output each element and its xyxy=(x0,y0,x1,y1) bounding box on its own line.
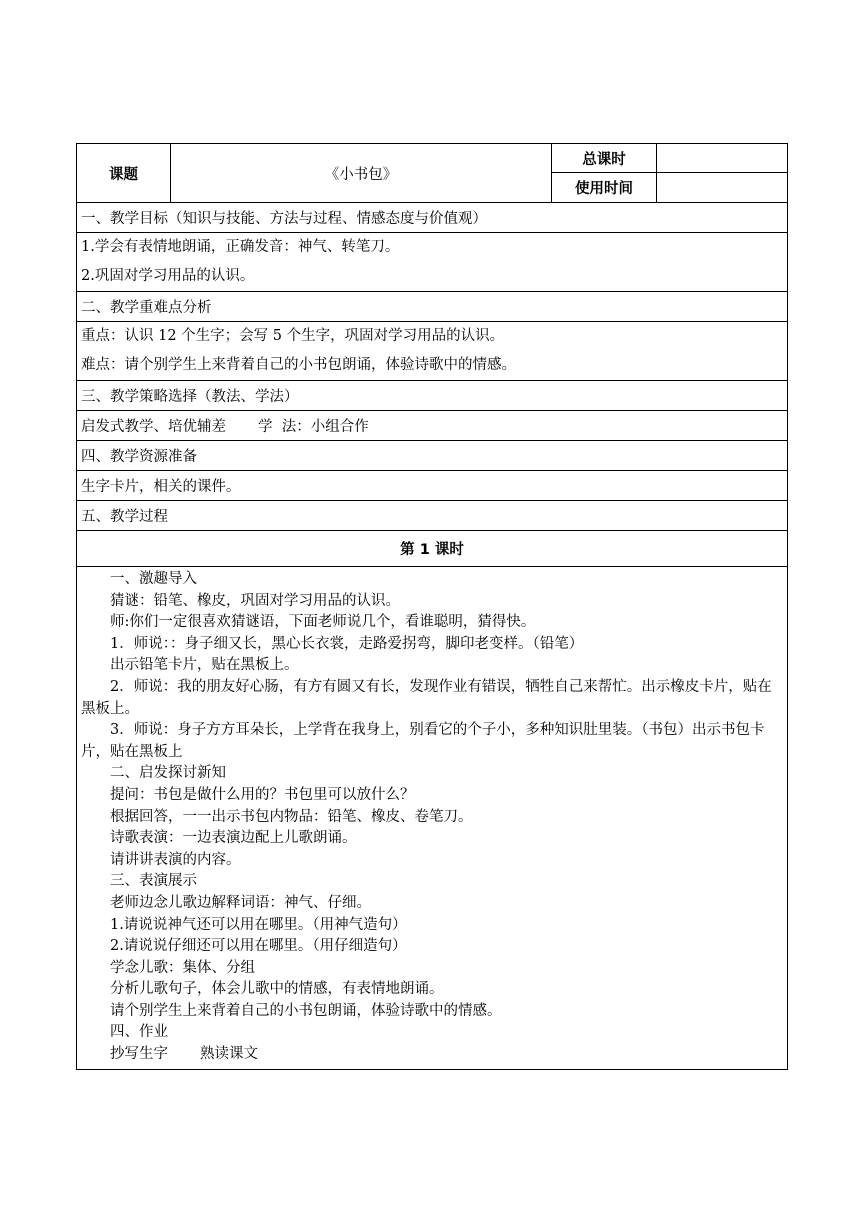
objective-line-2: 2.巩固对学习用品的认识。 xyxy=(81,268,255,284)
section-resources-title: 四、教学资源准备 xyxy=(77,441,788,471)
section-objectives-title: 一、教学目标（知识与技能、方法与过程、情感态度与价值观） xyxy=(77,203,788,233)
process-paragraph: 3．师说：身子方方耳朵长，上学背在我身上，别看它的个子小，多种知识肚里装。（书包）出示书包卡片，贴在黑板上 xyxy=(81,722,765,760)
objective-line-1: 1.学会有表情地朗诵，正确发音：神气、转笔刀。 xyxy=(81,239,400,255)
process-paragraph: 1．师说：：身子细又长，黑心长衣裳，走路爱拐弯，脚印老变样。（铅笔） xyxy=(110,635,584,652)
process-paragraph: 请讲讲表演的内容。 xyxy=(110,851,241,868)
process-paragraph: 四、作业 xyxy=(110,1024,168,1041)
process-paragraph: 根据回答，一一出示书包内物品：铅笔、橡皮、卷笔刀。 xyxy=(110,808,473,825)
section-objectives-body xyxy=(77,233,788,292)
difficult-point-line: 难点：请个别学生上来背着自己的小书包朗诵，体验诗歌中的情感。 xyxy=(81,357,516,373)
teaching-method: 启发式教学、培优辅差 xyxy=(81,419,226,435)
process-paragraph: 出示铅笔卡片，贴在黑板上。 xyxy=(110,657,299,674)
lesson-plan-page xyxy=(76,143,787,1070)
process-paragraph: 老师边念儿歌边解释词语：神气、仔细。 xyxy=(110,894,371,911)
section-key-points-body xyxy=(77,322,788,381)
process-paragraph: 诗歌表演：一边表演边配上儿歌朗诵。 xyxy=(110,830,357,847)
process-paragraph: 学念儿歌：集体、分组 xyxy=(110,959,255,976)
total-hours-value xyxy=(657,144,788,173)
section-resources-body: 生字卡片，相关的课件。 xyxy=(77,471,788,501)
section-key-points-title: 二、教学重难点分析 xyxy=(77,292,788,322)
process-paragraph: 分析儿歌句子，体会儿歌中的情感，有表情地朗诵。 xyxy=(110,981,444,998)
process-paragraph: 师:你们一定很喜欢猜谜语，下面老师说几个，看谁聪明，猜得快。 xyxy=(110,614,536,631)
process-paragraph: 提问：书包是做什么用的？书包里可以放什么？ xyxy=(110,786,415,803)
process-paragraph: 二、启发探讨新知 xyxy=(110,765,226,782)
process-paragraph: 一、激趣导入 xyxy=(110,571,197,587)
process-paragraph: 三、表演展示 xyxy=(110,873,197,890)
process-paragraph-last xyxy=(81,1044,783,1066)
lesson-period-title: 第 1 课时 xyxy=(77,531,788,567)
lesson-plan-table xyxy=(76,143,788,1070)
topic-label: 课题 xyxy=(77,144,171,203)
total-hours-label: 总课时 xyxy=(552,144,657,173)
process-paragraph: 请个别学生上来背着自己的小书包朗诵，体验诗歌中的情感。 xyxy=(110,1002,502,1019)
lesson-process-body xyxy=(77,567,788,1070)
key-point-line: 重点：认识 12 个生字；会写 5 个生字，巩固对学习用品的认识。 xyxy=(81,328,505,344)
homework-copy: 抄写生字 xyxy=(110,1046,168,1063)
section-process-title: 五、教学过程 xyxy=(77,501,788,531)
process-paragraph: 1.请说说神气还可以用在哪里。（用神气造句） xyxy=(110,916,407,933)
use-time-label: 使用时间 xyxy=(552,173,657,203)
section-strategy-title: 三、教学策略选择（教法、学法） xyxy=(77,381,788,411)
process-paragraph: 2.请说说仔细还可以用在哪里。（用仔细造句） xyxy=(110,938,407,955)
process-paragraph: 2．师说：我的朋友好心肠，有方有圆又有长，发现作业有错误，牺牲自己来帮忙。出示橡皮卡片，贴在黑板上。 xyxy=(81,678,772,717)
learning-method: 学 法：小组合作 xyxy=(258,419,369,435)
homework-read: 熟读课文 xyxy=(200,1046,258,1063)
section-strategy-body xyxy=(77,411,788,441)
process-paragraph: 猜谜：铅笔、橡皮，巩固对学习用品的认识。 xyxy=(110,592,400,609)
topic-value: 《小书包》 xyxy=(171,144,552,203)
use-time-value xyxy=(657,173,788,203)
